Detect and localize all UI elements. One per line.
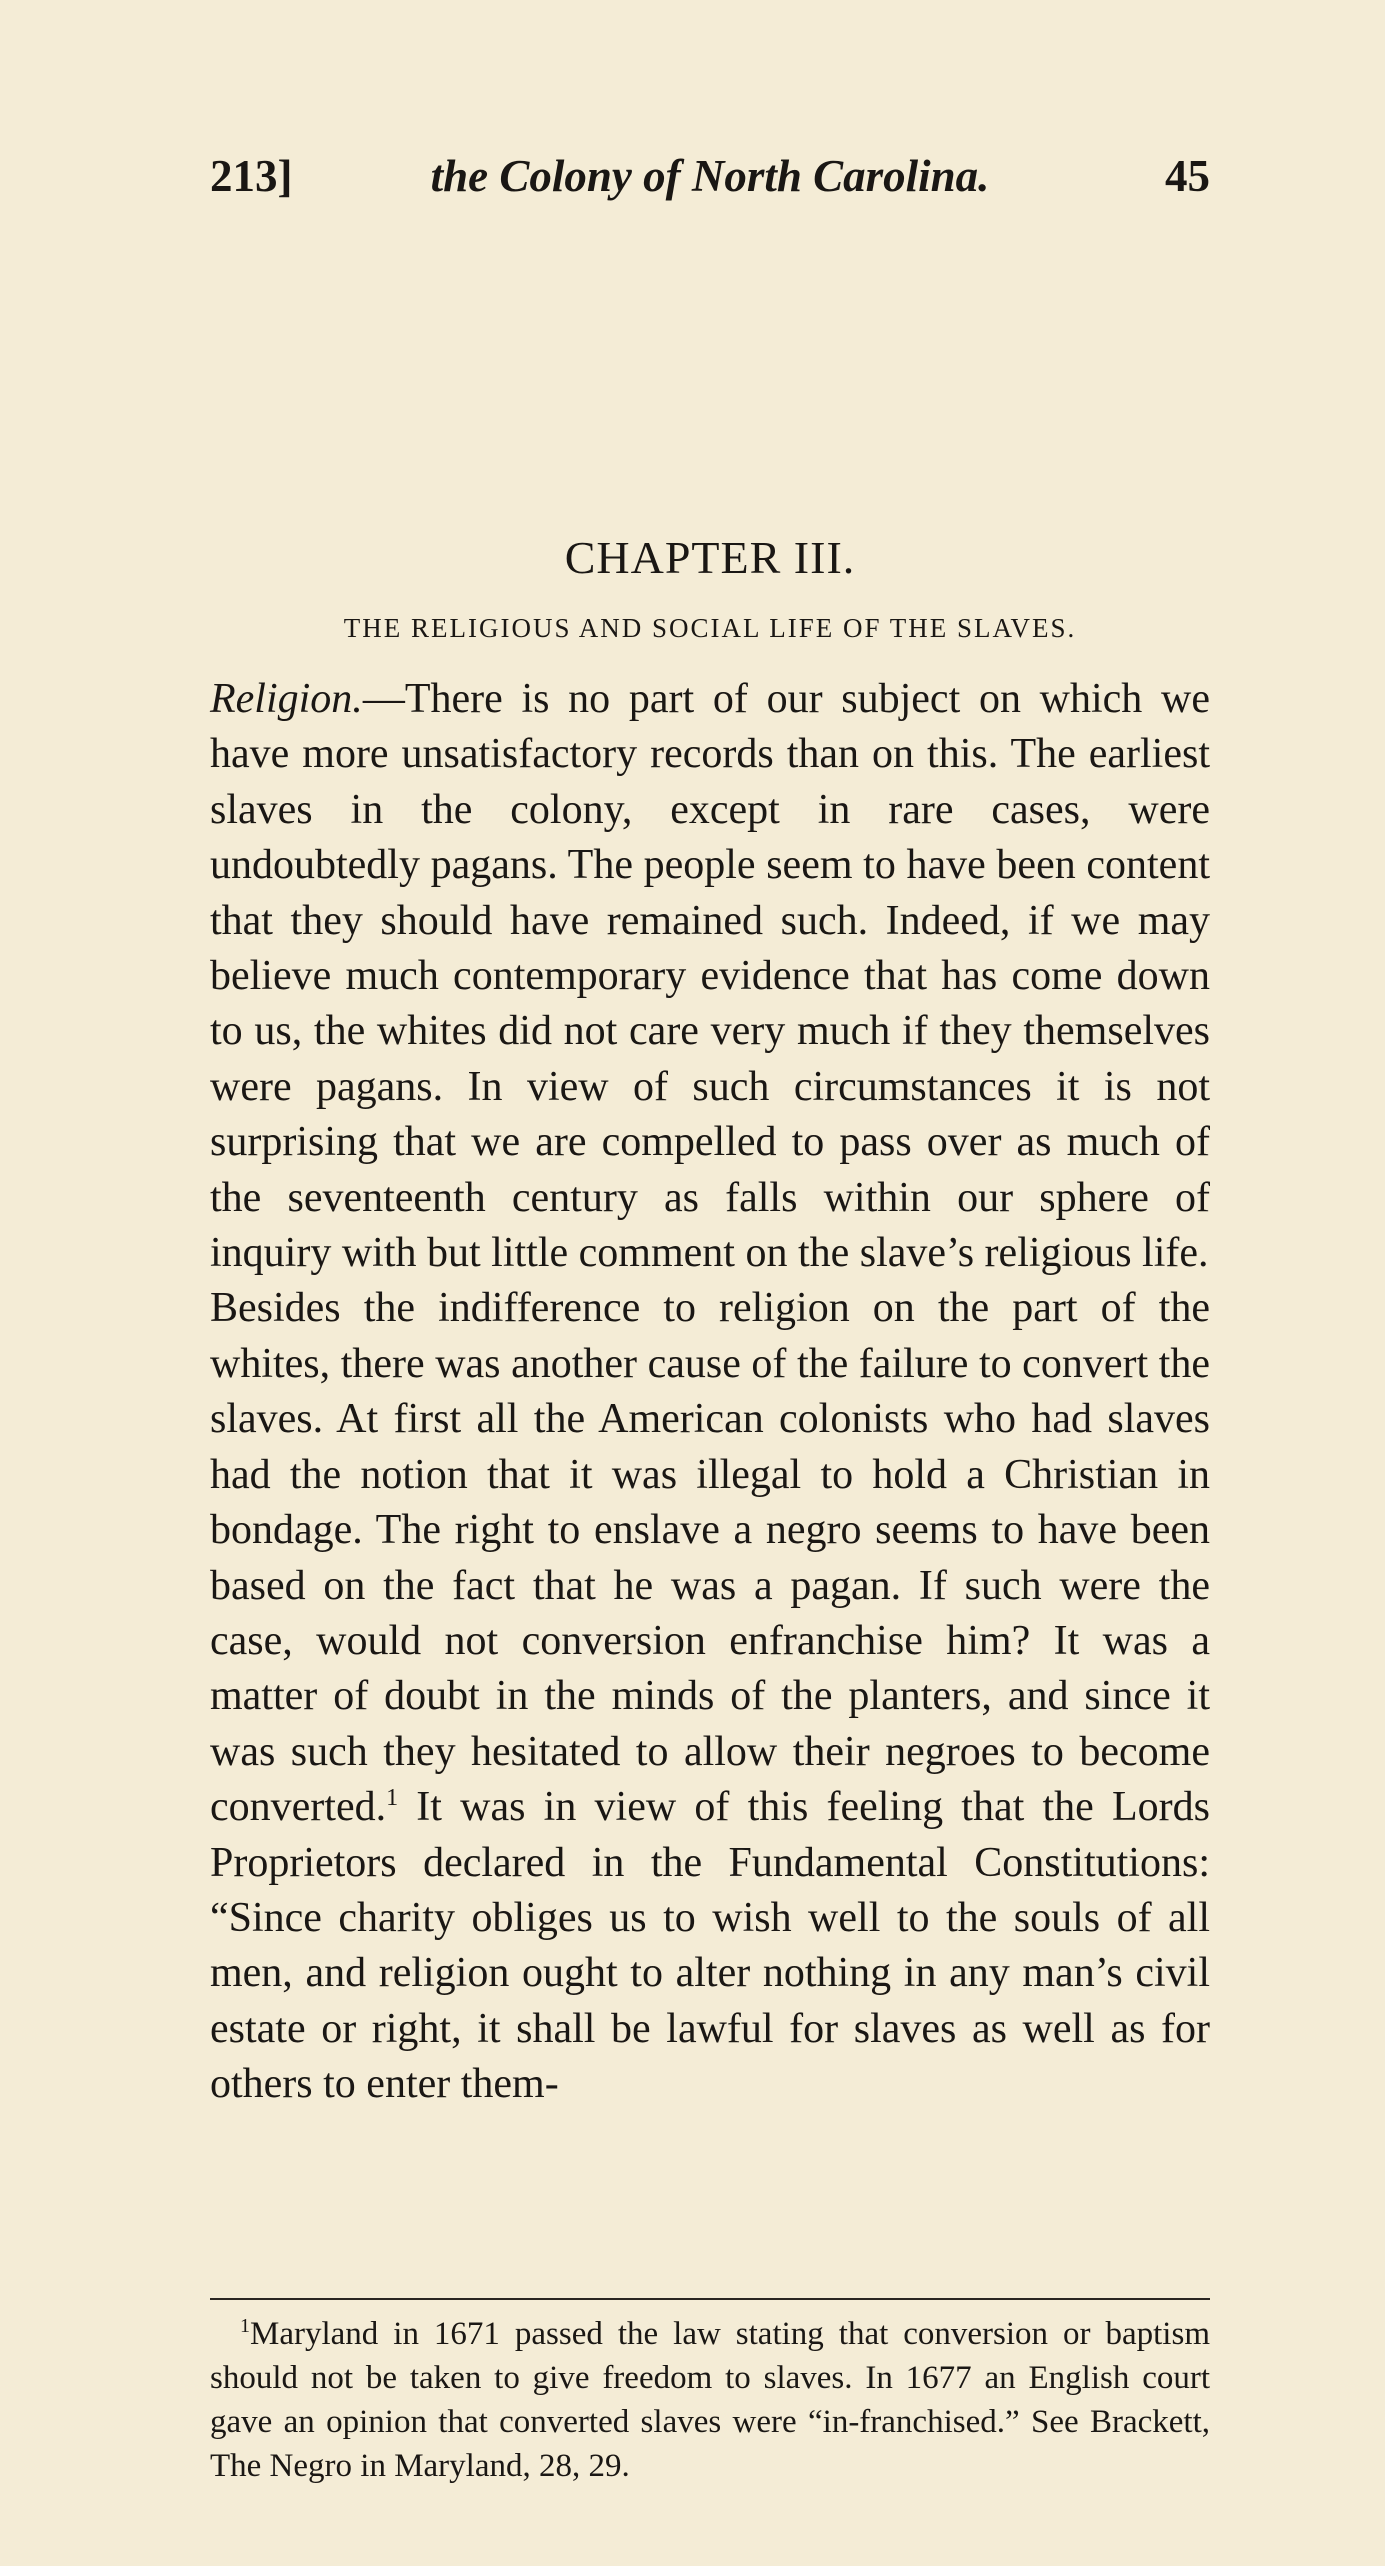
section-title: THE RELIGIOUS AND SOCIAL LIFE OF THE SLAVES. [343,613,1077,643]
paragraph-text: Besides the indifference to religion on the part of the whites, there was another cause of the failure to convert the slaves. At first all the American colonists who had slaves had the notion that it was illegal to hold a Christian in bondage. The right to enslave a negro seems to have been based on the fact that he was a pagan. If such were the case, would not conversion enfranchise him? It was a matter of doubt in the minds of the planters, and since it was such they hesitated to allow their negroes to become converted. [210,1285,1210,1831]
paragraph-text: It was in view of this feeling that the Lords Proprietors declared in the Fundamental Constitutions: “Since charity obliges us to wish well to the souls of all men, and religion ought to alter nothing in any man’s civil estate or right, it shall be lawful for slaves as well as for others to enter them- [210,1784,1210,2108]
footnote-reference[interactable]: 1 [386,1785,399,1812]
body-text [210,672,1210,2113]
footnote [210,2312,1210,2488]
footnote-divider [210,2298,1210,2300]
footnote-text: Maryland in 1671 passed the law stating that conversion or baptism should not be taken to give freedom to slaves. In 1677 an English court gave an opinion that converted slaves were “in-franchised.” See Brackett, The Negro in Maryland, 28, 29. [210,2316,1210,2484]
running-head [210,146,1210,206]
running-title: the Colony of North Carolina. [430,151,990,201]
page-number: 45 [1165,151,1210,201]
paragraph [210,672,1210,1281]
footnotes [210,2312,1210,2488]
paragraph-text: —There is no part of our subject on which we have more unsatisfactory records than on this. The earliest slaves in the colony, except in rare cases, were undoubtedly pagans. The people seem to have been content that they should have remained such. Indeed, if we may believe much contemporary evidence that has come down to us, the whites did not care very much if they themselves were pagans. In view of such circumstances it is not surprising that we are compelled to pass over as much of the seventeenth century as falls within our sphere of inquiry with but little comment on the slave’s religious life. [210,676,1210,1277]
page-section-number: 213] [210,151,293,201]
chapter-title: CHAPTER III. [564,532,856,583]
paragraph [210,1281,1210,2112]
footnote-mark: 1 [240,2315,250,2337]
paragraph-heading: Religion. [210,676,363,722]
